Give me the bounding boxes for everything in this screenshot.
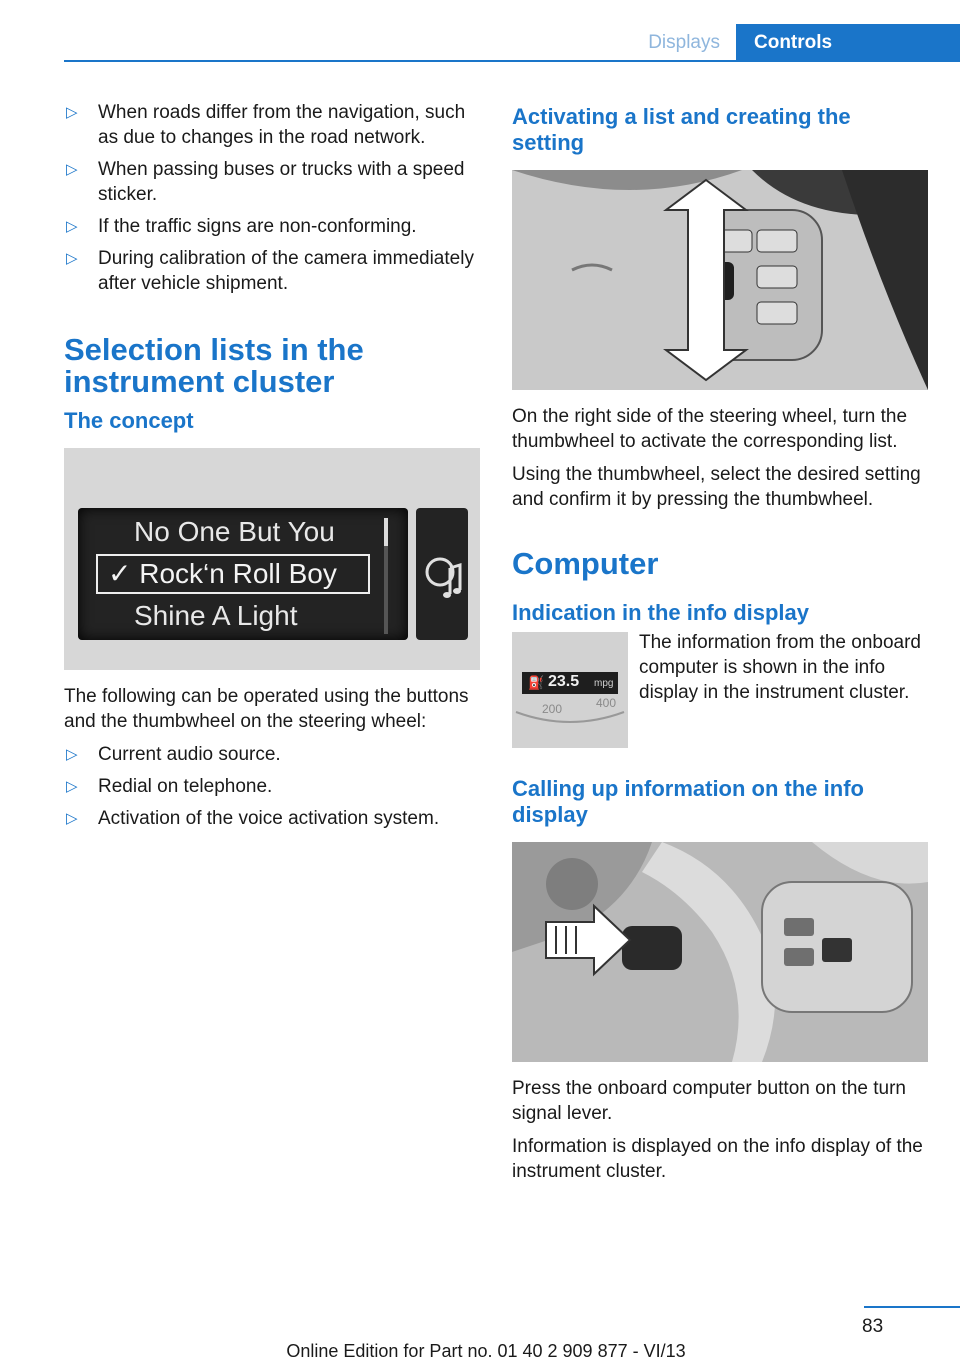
calling-paragraph-2: Information is displayed on the info display of the instrument cluster. [512, 1136, 923, 1182]
right-column [512, 100, 928, 1192]
intro-paragraph: The following can be operated using the buttons and the thumbwheel on the steering wheel: [64, 686, 469, 732]
gauge-tick-400: 400 [596, 696, 617, 710]
info-display-block [512, 630, 928, 748]
concept-heading: The concept [64, 408, 194, 433]
triangle-bullet-icon: ▷ [66, 218, 78, 235]
gauge-tick-200: 200 [542, 702, 563, 716]
triangle-bullet-icon: ▷ [66, 161, 78, 178]
section-title: Selection lists in the instrument cluster [64, 332, 364, 399]
list-screen [78, 508, 408, 640]
triangle-bullet-icon: ▷ [66, 104, 78, 121]
info-heading: Indication in the info display [512, 600, 810, 625]
calling-paragraph-1: Press the onboard computer button on the turn signal lever. [512, 1078, 906, 1124]
triangle-bullet-icon: ▷ [66, 810, 78, 827]
triangle-bullet-icon: ▷ [66, 778, 78, 795]
consumption-value: 23.5 [548, 673, 580, 690]
thumbwheel-image [512, 170, 928, 390]
info-paragraph: The information from the onboard computer is shown in the info display in the instrument cluster. [639, 632, 921, 703]
list-item-1: No One But You [134, 516, 335, 547]
bullet-list-top [64, 100, 480, 296]
list-heading: Activating a list and creating the setting [512, 104, 851, 155]
header-tab-controls[interactable]: Controls [736, 24, 960, 62]
list-item: ▷ If the traffic signs are non-conforming. [66, 216, 417, 237]
left-column [64, 100, 480, 838]
list-item: ▷ When passing buses or trucks with a speed sticker. [66, 159, 465, 205]
edition-line: Online Edition for Part no. 01 40 2 909 877 - VI/13 [286, 1341, 686, 1361]
turn-signal-lever-image [512, 842, 928, 1062]
list-item-3: Shine A Light [134, 600, 298, 631]
audio-source-panel [416, 508, 468, 640]
triangle-bullet-icon: ▷ [66, 746, 78, 763]
list-item-2-selected: ✓ Rock‘n Roll Boy [96, 554, 370, 594]
bullet-list-bottom [64, 742, 480, 831]
triangle-bullet-icon: ▷ [66, 250, 78, 267]
header-rule [64, 60, 960, 62]
list-paragraph-1: On the right side of the steering wheel, turn the thumbwheel to activate the corresponding list. [512, 406, 908, 452]
fuel-icon: ⛽ [528, 675, 545, 690]
info-display-image [512, 632, 628, 748]
music-note-icon [416, 508, 468, 640]
page-number: 83 [862, 1316, 884, 1337]
list-item: ▷ When roads differ from the navigation, such as due to changes in the road network. [66, 102, 466, 148]
list-item: ▷ Redial on telephone. [66, 776, 273, 797]
consumption-unit: mpg [594, 678, 614, 689]
info-display-screen [522, 672, 618, 694]
calling-heading: Calling up information on the info display [512, 776, 864, 827]
list-item: ▷ Activation of the voice activation system. [66, 808, 440, 829]
computer-title: Computer [512, 546, 659, 581]
footer-rule [864, 1306, 960, 1308]
list-item: ▷ During calibration of the camera immediately after vehicle shipment. [66, 248, 474, 294]
header-tab-displays[interactable]: Displays [648, 32, 720, 53]
list-scrollbar [384, 518, 388, 634]
list-paragraph-2: Using the thumbwheel, select the desired setting and confirm it by pressing the thumbwheel. [512, 464, 921, 510]
selection-list-image [64, 448, 480, 670]
list-item: ▷ Current audio source. [66, 744, 281, 765]
